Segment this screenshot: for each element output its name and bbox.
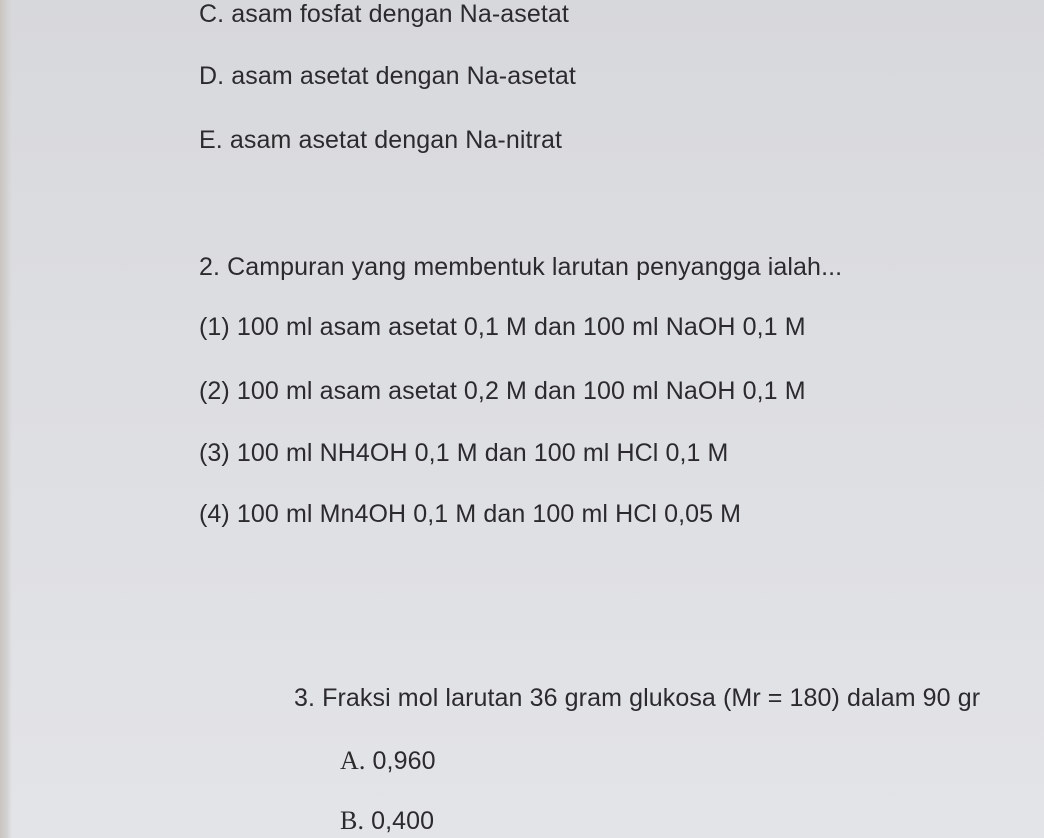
q1-option-c: C. asam fosfat dengan Na-asetat (199, 0, 569, 28)
q3-option-a-letter: A. (340, 746, 366, 775)
q3-option-b (340, 806, 434, 836)
q1-option-d: D. asam asetat dengan Na-asetat (199, 62, 576, 90)
paper-edge (0, 0, 12, 838)
q3-option-b-value: 0,400 (371, 807, 435, 835)
q3-option-a-value: 0,960 (372, 747, 436, 775)
q3-option-a (340, 746, 436, 776)
q2-statement-4: (4) 100 ml Mn4OH 0,1 M dan 100 ml HCl 0,05 M (199, 500, 742, 528)
q2-statement-3: (3) 100 ml NH4OH 0,1 M dan 100 ml HCl 0,1 M (199, 439, 729, 467)
q3-option-b-letter: B. (340, 806, 365, 835)
q2-question: 2. Campuran yang membentuk larutan penyangga ialah... (199, 253, 843, 281)
q1-option-e: E. asam asetat dengan Na-nitrat (199, 126, 563, 154)
q3-question: 3. Fraksi mol larutan 36 gram glukosa (Mr = 180) dalam 90 gr (294, 684, 981, 712)
q2-statement-1: (1) 100 ml asam asetat 0,1 M dan 100 ml NaOH 0,1 M (199, 313, 806, 341)
q2-statement-2: (2) 100 ml asam asetat 0,2 M dan 100 ml NaOH 0,1 M (199, 377, 806, 405)
